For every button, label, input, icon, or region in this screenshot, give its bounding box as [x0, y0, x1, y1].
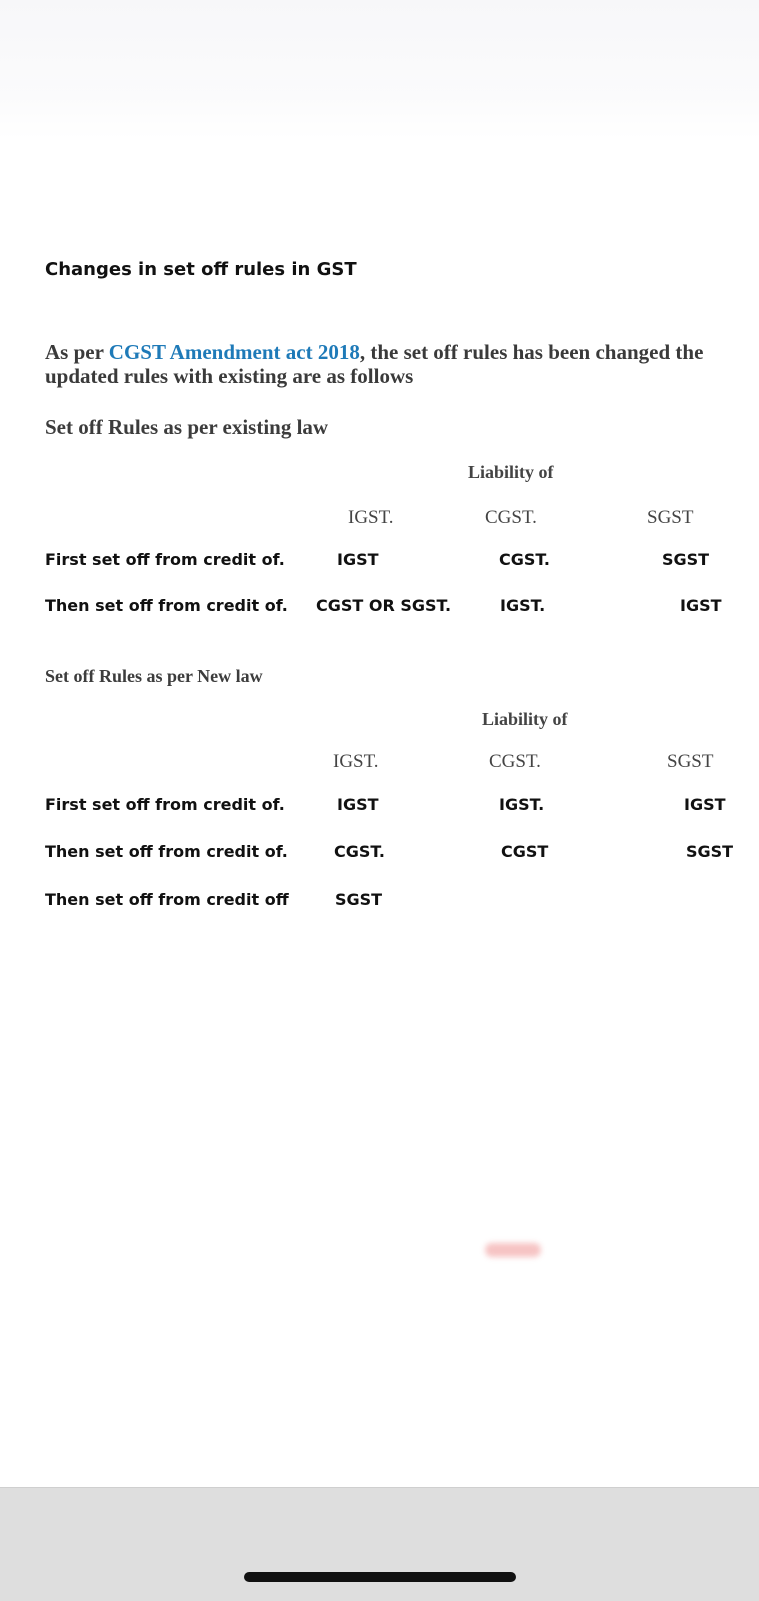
- existing-row2-cgst: IGST.: [500, 596, 546, 615]
- existing-row1-cgst: CGST.: [499, 550, 550, 569]
- existing-col-igst: IGST.: [348, 507, 394, 528]
- cgst-amendment-link[interactable]: CGST Amendment act 2018: [108, 340, 360, 364]
- new-row2-label: Then set off from credit of.: [45, 842, 288, 861]
- intro-prefix: As per: [45, 340, 109, 364]
- existing-law-heading: Set off Rules as per existing law: [45, 415, 329, 439]
- page-title: Changes in set off rules in GST: [45, 259, 357, 280]
- new-row2-igst: CGST.: [334, 842, 385, 861]
- existing-col-sgst: SGST: [647, 507, 694, 528]
- new-col-cgst: CGST.: [489, 751, 541, 772]
- new-row3-label: Then set off from credit off: [45, 890, 289, 909]
- intro-suffix: , the set off rules has been changed the updated rules with existing are as follows: [45, 340, 704, 388]
- existing-liability-header: Liability of: [468, 462, 554, 482]
- existing-row1-igst: IGST: [337, 550, 379, 569]
- top-blurred-band: [0, 0, 759, 140]
- new-col-igst: IGST.: [333, 751, 379, 772]
- new-row1-cgst: IGST.: [499, 795, 545, 814]
- intro-paragraph: [45, 340, 759, 388]
- existing-row2-igst: CGST OR SGST.: [316, 596, 452, 615]
- existing-row1-label: First set off from credit of.: [45, 550, 285, 569]
- new-liability-header: Liability of: [482, 709, 568, 729]
- new-row1-label: First set off from credit of.: [45, 795, 285, 814]
- existing-col-cgst: CGST.: [485, 507, 537, 528]
- existing-row2-sgst: IGST: [680, 596, 722, 615]
- bottom-toolbar: [0, 1487, 759, 1601]
- new-col-sgst: SGST: [667, 751, 714, 772]
- new-row1-sgst: IGST: [684, 795, 726, 814]
- new-law-heading: Set off Rules as per New law: [45, 666, 263, 686]
- home-indicator[interactable]: [244, 1572, 516, 1582]
- blurred-mark: [485, 1243, 541, 1257]
- new-row1-igst: IGST: [337, 795, 379, 814]
- existing-row2-label: Then set off from credit of.: [45, 596, 288, 615]
- new-row2-cgst: CGST: [501, 842, 549, 861]
- new-row3-igst: SGST: [335, 890, 383, 909]
- existing-row1-sgst: SGST: [662, 550, 710, 569]
- new-row2-sgst: SGST: [686, 842, 734, 861]
